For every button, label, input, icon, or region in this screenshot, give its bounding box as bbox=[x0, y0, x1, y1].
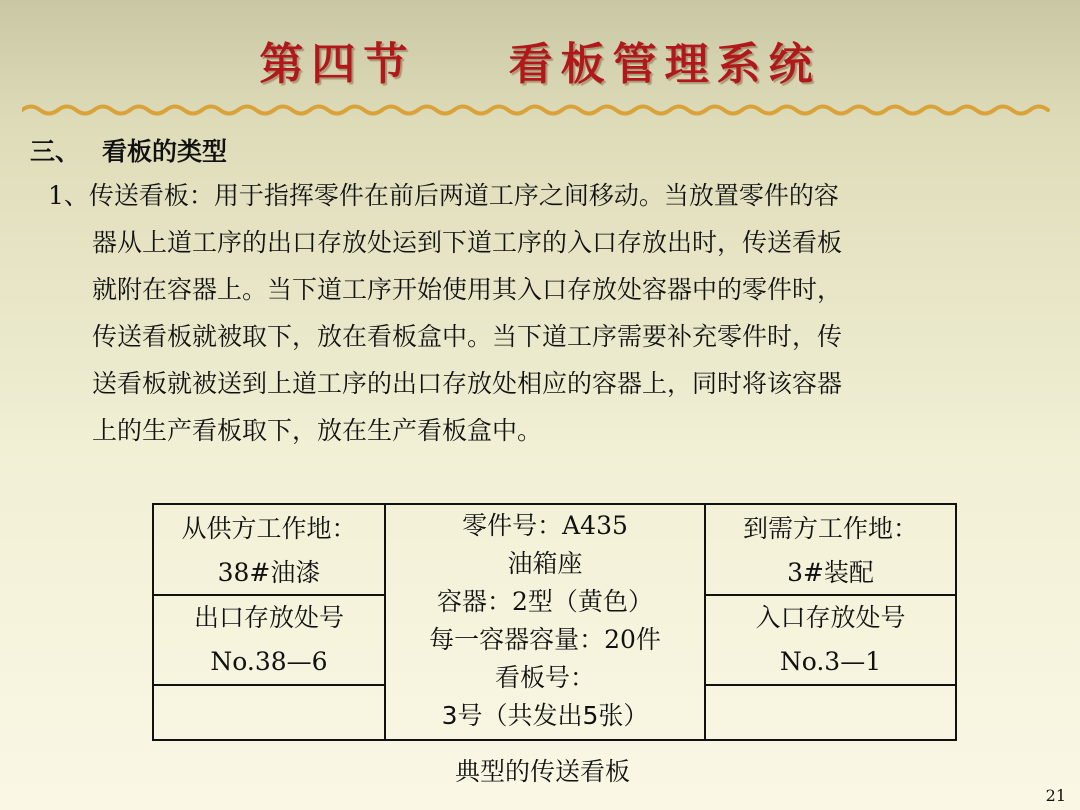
supplier-cell bbox=[154, 507, 384, 595]
consumer-cell bbox=[706, 507, 955, 595]
paragraph-line: 就附在容器上。当下道工序开始使用其入口存放处容器中的零件时， bbox=[92, 275, 843, 304]
decorative-wave-divider bbox=[22, 102, 1058, 118]
table-divider bbox=[154, 684, 384, 686]
consumer-label: 到需方工作地： bbox=[742, 514, 918, 543]
part-info-cell bbox=[386, 507, 704, 735]
page-number: 21 bbox=[1045, 786, 1066, 805]
part-number: 零件号：A435 bbox=[462, 511, 628, 540]
inlet-label: 入口存放处号 bbox=[755, 603, 906, 632]
card-number-label: 看板号： bbox=[494, 663, 595, 692]
outlet-cell bbox=[154, 596, 384, 684]
slide-title: 第四节 看板管理系统 bbox=[259, 39, 821, 90]
section-heading bbox=[30, 132, 227, 168]
container-type: 容器：2型（黄色） bbox=[437, 587, 653, 616]
table-caption: 典型的传送看板 bbox=[454, 757, 630, 786]
container-capacity: 每一容器容量：20件 bbox=[429, 625, 661, 654]
section-number: 三、 bbox=[30, 137, 81, 166]
supplier-value: 38#油漆 bbox=[217, 558, 321, 587]
inlet-value: No.3—1 bbox=[779, 647, 882, 676]
paragraph-line: 传送看板：用于指挥零件在前后两道工序之间移动。当放置零件的容 bbox=[88, 181, 839, 210]
section-title: 看板的类型 bbox=[102, 137, 228, 166]
paragraph-line: 送看板就被送到上道工序的出口存放处相应的容器上，同时将该容器 bbox=[92, 369, 843, 398]
body-paragraph bbox=[48, 172, 998, 454]
paragraph-line: 器从上道工序的出口存放处运到下道工序的入口存放出时，传送看板 bbox=[92, 228, 843, 257]
inlet-cell bbox=[706, 596, 955, 684]
kanban-card-table bbox=[152, 503, 957, 741]
consumer-value: 3#装配 bbox=[787, 558, 874, 587]
supplier-label: 从供方工作地： bbox=[181, 514, 357, 543]
table-divider bbox=[706, 684, 955, 686]
part-name: 油箱座 bbox=[507, 549, 583, 578]
list-number: 1、 bbox=[48, 181, 89, 210]
outlet-value: No.38—6 bbox=[210, 647, 328, 676]
paragraph-line: 上的生产看板取下，放在生产看板盒中。 bbox=[92, 416, 543, 445]
card-number-value: 3号（共发出5张） bbox=[441, 701, 649, 730]
paragraph-line: 传送看板就被取下，放在看板盒中。当下道工序需要补充零件时，传 bbox=[92, 322, 843, 351]
outlet-label: 出口存放处号 bbox=[193, 603, 344, 632]
